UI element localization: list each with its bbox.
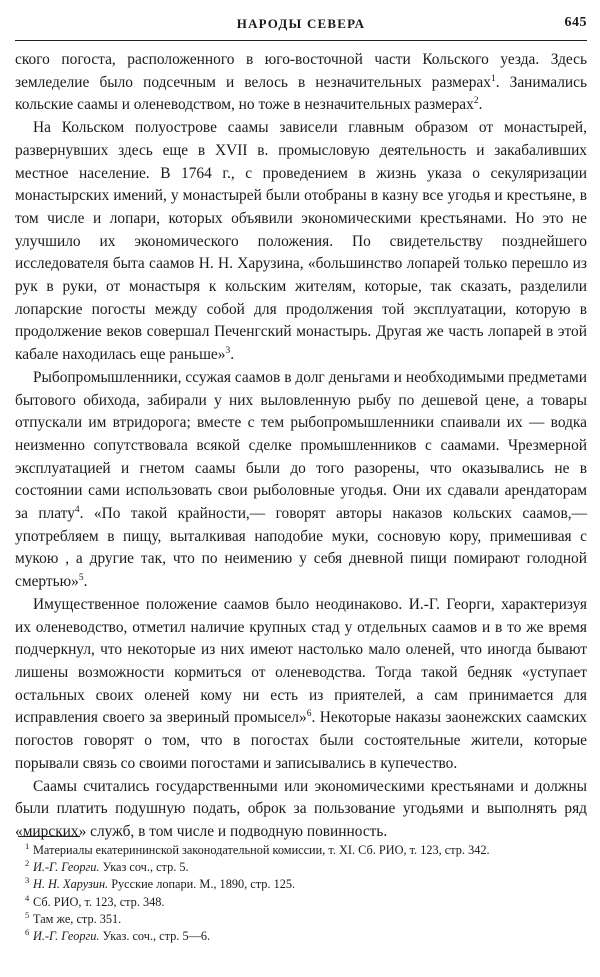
running-title: НАРОДЫ СЕВЕРА	[236, 16, 366, 31]
footnote	[15, 859, 587, 876]
footnote-text: Материалы екатерининской законодательной комиссии, т. XI. Сб. РИО, т. 123, стр. 342.	[33, 843, 490, 857]
text-run: .	[478, 96, 483, 114]
footnote-author: Н. Н. Харузин.	[33, 877, 109, 892]
text-run: Саамы считались государственными или экономическими крестьянами и должны были платить подушную подать, оброк за пользование угодьями и выполнять ряд «мирских» служб, в том числе и подводную повинность.	[15, 777, 587, 840]
text-run: На Кольском полуострове саамы зависели главным образом от монастырей, развернувших здесь еще в XVII в. промысловую деятельность и закабаливших местное население. В 1764 г., с проведением в жизнь указа о секуляризации монастырских имений, у монастырей были отобраны в казну все угодья и крестьяне, в том числе и лопари, которых объявили экономическими крестьянами. Но это не улучшило их экономического положения. По свидетельству позднейшего исследователя быта саамов Н. Н. Харузина, «большинство лопарей только перешло из рук в руки, от монастыря к кольским жителям, которые, так сказать, разделили лопарские погосты между собой для продолжения той эксплуатации, которую в продолжение веков совершал Печенгский монастырь. Другая же часть лопарей в этой кабале находилась еще раньше»	[15, 119, 587, 364]
footnote-mark: 4	[25, 892, 30, 903]
text-run: .	[83, 573, 88, 591]
footnote-mark: 3	[25, 875, 30, 886]
main-text	[15, 49, 587, 844]
footnote-text: Там же, стр. 351.	[33, 911, 122, 926]
text-run: ского погоста, расположенного в юго-восточной части Кольского уезда. Здесь земледелие было подсечным и велось в незначительных размерах	[15, 51, 587, 91]
running-head	[15, 14, 587, 36]
footnote-text: Указ соч., стр. 5.	[99, 860, 189, 875]
page-number: 645	[564, 15, 587, 30]
footnote-rule	[18, 836, 80, 837]
footnotes	[15, 842, 587, 945]
footnote	[15, 894, 587, 911]
paragraph	[15, 776, 587, 844]
footnote-mark: 6	[25, 927, 30, 938]
paragraph	[15, 594, 587, 776]
footnote-text: Указ. соч., стр. 5—6.	[99, 929, 211, 944]
text-run: .	[230, 346, 235, 364]
footnote	[15, 911, 587, 928]
footnote-mark: 1	[25, 841, 30, 851]
footnote-author: И.-Г. Георги.	[33, 860, 100, 875]
footnote-mark: 5	[25, 909, 30, 920]
text-run: . Занимались кольские саамы и оленеводством, но тоже в незначительных размерах	[15, 73, 587, 114]
footnote	[15, 842, 587, 859]
text-run: Имущественное положение саамов было неодинаково. И.-Г. Георги, характеризуя их оленеводство, отметил наличие крупных стад у отдельных саамов и в то же время подчеркнул, что некоторые из них имеют настолько мало оленей, что иногда бывают лишены возможности кормиться от оленеводства. Тогда такой бедняк «уступает остальных своих оленей кому ни есть из приятелей, а сам принимается для исправления своего за звериный промысел»	[15, 595, 587, 727]
footnote-mark: 2	[25, 858, 30, 869]
footnote-ref: 4	[74, 505, 80, 516]
book-page	[15, 0, 587, 977]
footnote-ref: 5	[78, 573, 84, 584]
header-rule	[15, 40, 587, 41]
footnote-text: Русские лопари. М., 1890, стр. 125.	[108, 877, 296, 892]
text-run: . «По такой крайности,— говорят авторы наказов кольских саамов,— употребляем в пищу, выталкивая наподобие муки, сосновую кору, примешивая с мукою , а другие так, что по неимению у себя дневной пищи помирают голодной смертью»	[15, 505, 587, 591]
text-run: Рыбопромышленники, ссужая саамов в долг деньгами и необходимыми предметами бытового обихода, забирали у них выловленную рыбу по дешевой цене, а товары отпускали им втридорога; вместе с тем рыбопромышленники спаивали их — водка неизменно сопутствовала всякой сделке промышленников с саамами. Чрезмерной эксплуатацией и гнетом саамы были до того разорены, что оказывались не в состоянии сами использовать свои рыболовные угодья. Они их сдавали арендаторам за плату	[15, 368, 587, 523]
footnote-ref: 6	[306, 709, 312, 720]
text-run: . Некоторые наказы заонежских саамских погостов говорят о том, что в погостах были состоятельные жители, которые порывали связь со своими погостами и записывались в купечество.	[15, 709, 588, 772]
footnote-author: И.-Г. Георги.	[33, 929, 100, 944]
footnote-ref: 3	[225, 346, 231, 357]
paragraph	[15, 49, 587, 117]
footnote-text: Сб. РИО, т. 123, стр. 348.	[33, 894, 165, 909]
footnote-ref: 1	[490, 73, 496, 84]
footnote	[15, 928, 587, 945]
paragraph	[15, 117, 587, 367]
paragraph	[15, 367, 587, 594]
footnote	[15, 876, 587, 893]
footnote-ref: 2	[473, 96, 479, 107]
